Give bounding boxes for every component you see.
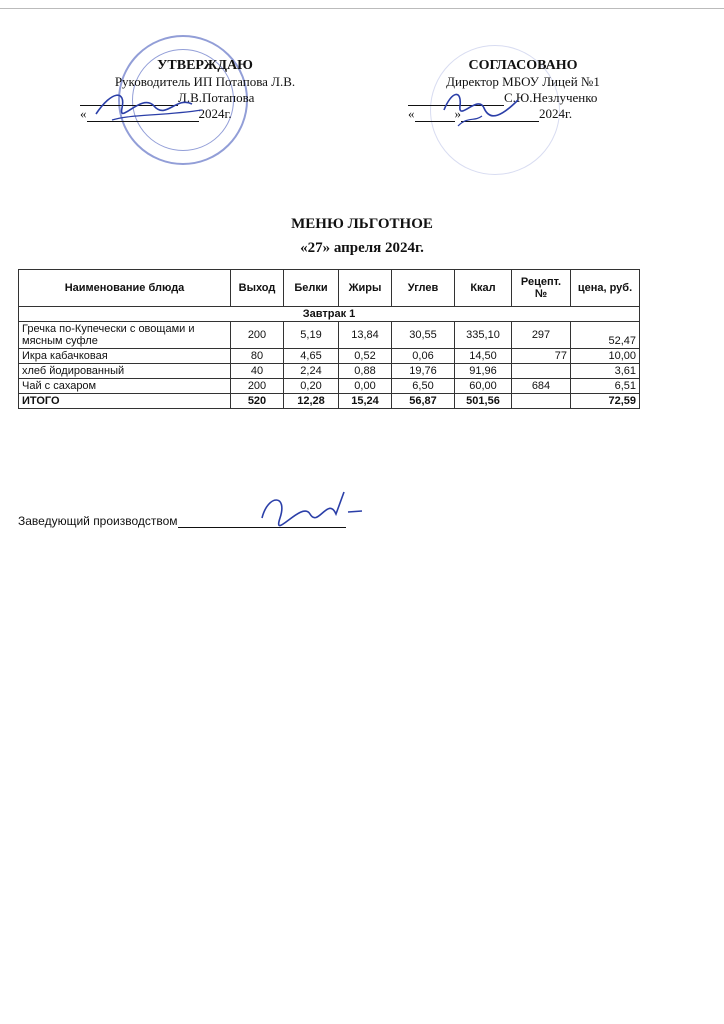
cell-dish: хлеб йодированный bbox=[19, 364, 231, 379]
production-manager-line bbox=[18, 513, 346, 528]
agreement-date-close: » bbox=[454, 106, 461, 121]
agreement-date-year: 2024г. bbox=[539, 106, 573, 121]
cell-kcal: 60,00 bbox=[455, 379, 512, 394]
cell-proteins: 0,20 bbox=[284, 379, 339, 394]
menu-date: «27» апреля 2024г. bbox=[300, 240, 424, 256]
cell-dish: Чай с сахаром bbox=[19, 379, 231, 394]
total-recipe bbox=[512, 394, 571, 409]
cell-price: 52,47 bbox=[571, 322, 640, 349]
table-row bbox=[19, 379, 640, 394]
cell-dish: Икра кабачковая bbox=[19, 349, 231, 364]
cell-yield: 40 bbox=[231, 364, 284, 379]
cell-price: 6,51 bbox=[571, 379, 640, 394]
cell-proteins: 5,19 bbox=[284, 322, 339, 349]
header-price: цена, руб. bbox=[571, 270, 640, 307]
production-manager-signature-blank bbox=[178, 513, 346, 528]
cell-fats: 13,84 bbox=[339, 322, 392, 349]
total-proteins: 12,28 bbox=[284, 394, 339, 409]
section-label: Завтрак 1 bbox=[19, 307, 640, 322]
cell-price: 3,61 bbox=[571, 364, 640, 379]
cell-yield: 200 bbox=[231, 379, 284, 394]
header-recipe: Рецепт.№ bbox=[512, 270, 571, 307]
agreement-date-open: « bbox=[408, 106, 415, 121]
cell-recipe: 297 bbox=[512, 322, 571, 349]
cell-kcal: 335,10 bbox=[455, 322, 512, 349]
cell-recipe: 684 bbox=[512, 379, 571, 394]
page-top-rule bbox=[0, 8, 724, 9]
cell-recipe bbox=[512, 364, 571, 379]
cell-carbs: 0,06 bbox=[392, 349, 455, 364]
cell-fats: 0,00 bbox=[339, 379, 392, 394]
cell-yield: 200 bbox=[231, 322, 284, 349]
cell-recipe: 77 bbox=[512, 349, 571, 364]
header-kcal: Ккал bbox=[455, 270, 512, 307]
cell-kcal: 14,50 bbox=[455, 349, 512, 364]
approval-position: Руководитель ИП Потапова Л.В. bbox=[114, 74, 296, 89]
total-label: ИТОГО bbox=[19, 394, 231, 409]
table-row bbox=[19, 349, 640, 364]
total-kcal: 501,56 bbox=[455, 394, 512, 409]
total-yield: 520 bbox=[231, 394, 284, 409]
approval-date-year: 2024г. bbox=[198, 106, 232, 121]
production-manager-label: Заведующий производством bbox=[18, 514, 178, 528]
approval-heading: УТВЕРЖДАЮ bbox=[157, 58, 253, 73]
section-row bbox=[19, 307, 640, 322]
agreement-name: С.Ю.Незлученко bbox=[504, 90, 598, 105]
cell-yield: 80 bbox=[231, 349, 284, 364]
cell-proteins: 2,24 bbox=[284, 364, 339, 379]
menu-table bbox=[18, 269, 640, 409]
header-proteins: Белки bbox=[284, 270, 339, 307]
agreement-signature-icon bbox=[438, 86, 528, 130]
cell-fats: 0,88 bbox=[339, 364, 392, 379]
approval-signature-icon bbox=[92, 84, 212, 128]
cell-fats: 0,52 bbox=[339, 349, 392, 364]
approval-date-open: « bbox=[80, 106, 87, 121]
table-row bbox=[19, 322, 640, 349]
agreement-position: Директор МБОУ Лицей №1 bbox=[446, 74, 600, 89]
total-carbs: 56,87 bbox=[392, 394, 455, 409]
cell-carbs: 19,76 bbox=[392, 364, 455, 379]
header-dish: Наименование блюда bbox=[19, 270, 231, 307]
total-price: 72,59 bbox=[571, 394, 640, 409]
cell-kcal: 91,96 bbox=[455, 364, 512, 379]
menu-title: МЕНЮ ЛЬГОТНОЕ bbox=[291, 216, 433, 232]
header-carbs: Углев bbox=[392, 270, 455, 307]
table-header-row bbox=[19, 270, 640, 307]
cell-dish: Гречка по-Купечески с овощами и мясным суфле bbox=[19, 322, 231, 349]
cell-carbs: 6,50 bbox=[392, 379, 455, 394]
table-row bbox=[19, 364, 640, 379]
total-row bbox=[19, 394, 640, 409]
header-fats: Жиры bbox=[339, 270, 392, 307]
approval-name: Л.В.Потапова bbox=[178, 90, 255, 105]
agreement-heading: СОГЛАСОВАНО bbox=[468, 58, 578, 73]
cell-price: 10,00 bbox=[571, 349, 640, 364]
cell-carbs: 30,55 bbox=[392, 322, 455, 349]
header-yield: Выход bbox=[231, 270, 284, 307]
cell-proteins: 4,65 bbox=[284, 349, 339, 364]
total-fats: 15,24 bbox=[339, 394, 392, 409]
